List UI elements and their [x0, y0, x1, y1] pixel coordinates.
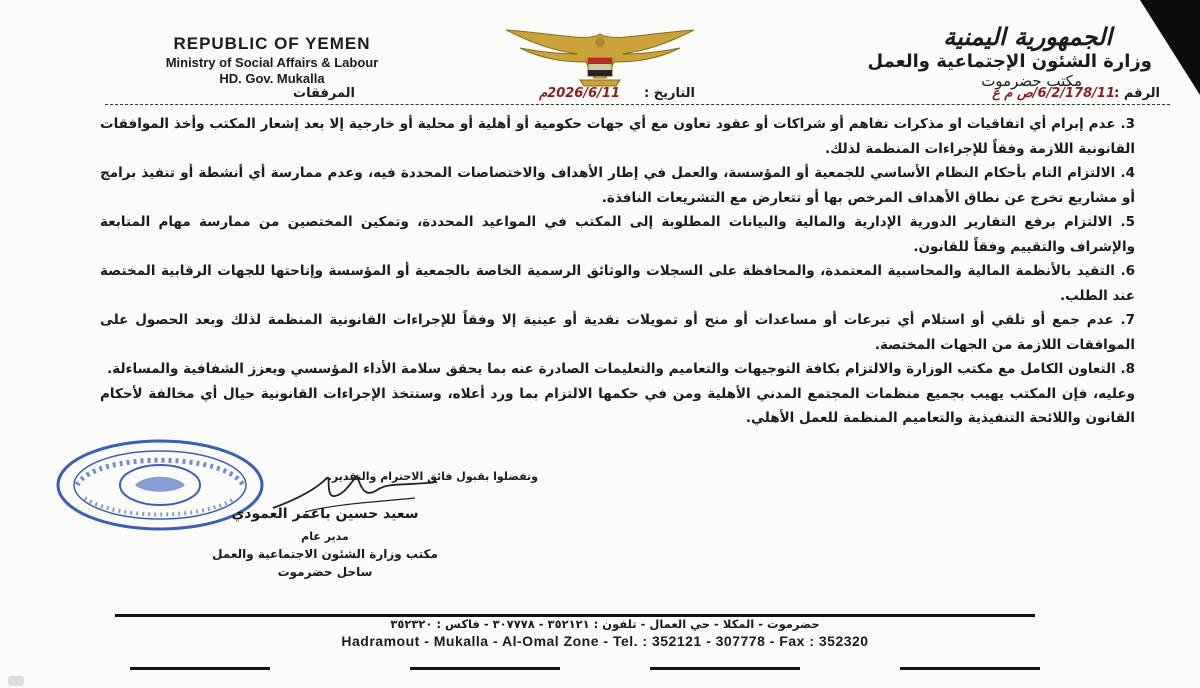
header-divider: [105, 104, 1170, 105]
clause-5: 5. الالتزام برفع التقارير الدورية الإدارية والمالية والبيانات المطلوبة إلى المكتب في المواعيد المحددة، وتمكين المختصين من ممارسة مهام المتابعة والإشراف والتقييم وفقاً للقانون.: [100, 214, 1135, 255]
date-value: 2026/6/11م: [539, 86, 620, 101]
header-en-ministry: Ministry of Social Affairs & Labour: [165, 55, 379, 70]
header-en-country: REPUBLIC OF YEMEN: [173, 34, 371, 53]
reference-row: [230, 86, 1160, 104]
header-en-office: HD. Gov. Mukalla: [219, 71, 325, 86]
clause-8: 8. التعاون الكامل مع مكتب الوزارة والالتزام بكافة التوجيهات والتعاميم والتعليمات الصادرة عنه بما يحقق سلامة الأداء المؤسسي ويعزز الشفافية والمساءلة.: [107, 361, 1135, 377]
letter-body: [100, 112, 1135, 431]
eagle-emblem-icon: [500, 28, 700, 88]
bottom-rule-segment: [900, 667, 1040, 670]
conclusion-paragraph: وعليه، فإن المكتب يهيب بجميع منظمات المجتمع المدني الأهلية ومن في حكمها الالتزام بما ورد أعلاه، وستتخذ الإجراءات القانونية حيال أي مخالفة لأحكام القانون واللائحة التنفيذية والتعاميم المنظمة للعمل الأهلي.: [100, 385, 1135, 426]
header-english: [62, 34, 482, 86]
closing-line: وتفضلوا بقبول فائق الاحترام والتقدير..: [323, 470, 538, 483]
signer-title: مدير عام: [301, 530, 349, 543]
bottom-rule-segment: [410, 667, 560, 670]
header-arabic: [772, 22, 1152, 90]
header-ar-office: مكتب حضرموت: [981, 72, 1082, 90]
clause-6: 6. التقيد بالأنظمة المالية والمحاسبية المعتمدة، والمحافظة على السجلات والوثائق الرسمية الخاصة بالجمعية أو المؤسسة وإتاحتها للجهات الرقابية المختصة عند الطلب.: [100, 263, 1135, 304]
signer-office: مكتب وزارة الشئون الاجتماعية والعمل: [212, 547, 438, 561]
signer-name: سعيد حسين باعمر العمودي: [231, 506, 419, 522]
footer-address-english: Hadramout - Mukalla - Al-Omal Zone - Tel. : 352121 - 307778 - Fax : 352320: [341, 633, 869, 649]
footer-address-arabic: حضرموت - المكلا - حي العمال - تلفون : ٣٥٢١٢١ - ٣٠٧٧٧٨ - فاكس : ٣٥٢٣٢٠: [390, 617, 820, 631]
scanner-watermark: [0, 674, 308, 688]
clause-3: 3. عدم إبرام أي اتفاقيات او مذكرات تفاهم أو شراكات أو عقود تعاون مع أي جهات حكومية أو أهلية أو محلية أو خارجية إلا بعد إشعار المكتب وأخذ الموافقات القانونية اللازمة وفقاً للإجراءات المنظمة لذلك.: [100, 116, 1135, 157]
ref-label: الرقم :: [1114, 86, 1160, 101]
clause-4: 4. الالتزام التام بأحكام النظام الأساسي للجمعية أو المؤسسة، والعمل في إطار الأهداف والاختصاصات المحددة فيه، وعدم ممارسة أي أنشطة أو تنفيذ برامج أو مشاريع تخرج عن نطاق الأهداف المرخص بها أو تتعارض مع التشريعات النافذة.: [100, 165, 1135, 206]
bottom-rule-segment: [650, 667, 800, 670]
signer-block: [195, 506, 455, 579]
clause-7: 7. عدم جمع أو تلقي أو استلام أي تبرعات أو مساعدات أو منح أو تمويلات نقدية أو عينية إلا وفقاً للإجراءات القانونية المنظمة لذلك وبعد الحصول على الموافقات اللازمة من الجهات المختصة.: [100, 312, 1135, 353]
attachments-label: المرفقات: [293, 86, 355, 101]
camscanner-logo-icon: [8, 676, 24, 686]
date-label: التاريخ :: [644, 86, 695, 101]
signer-region: ساحل حضرموت: [277, 565, 373, 579]
ref-number: 6/2/178/11/ص م ع: [992, 86, 1115, 101]
header-ar-ministry: وزارة الشئون الإجتماعية والعمل: [867, 51, 1152, 72]
header-ar-country: الجمهورية اليمنية: [943, 22, 1112, 51]
bottom-rule-segment: [130, 667, 270, 670]
